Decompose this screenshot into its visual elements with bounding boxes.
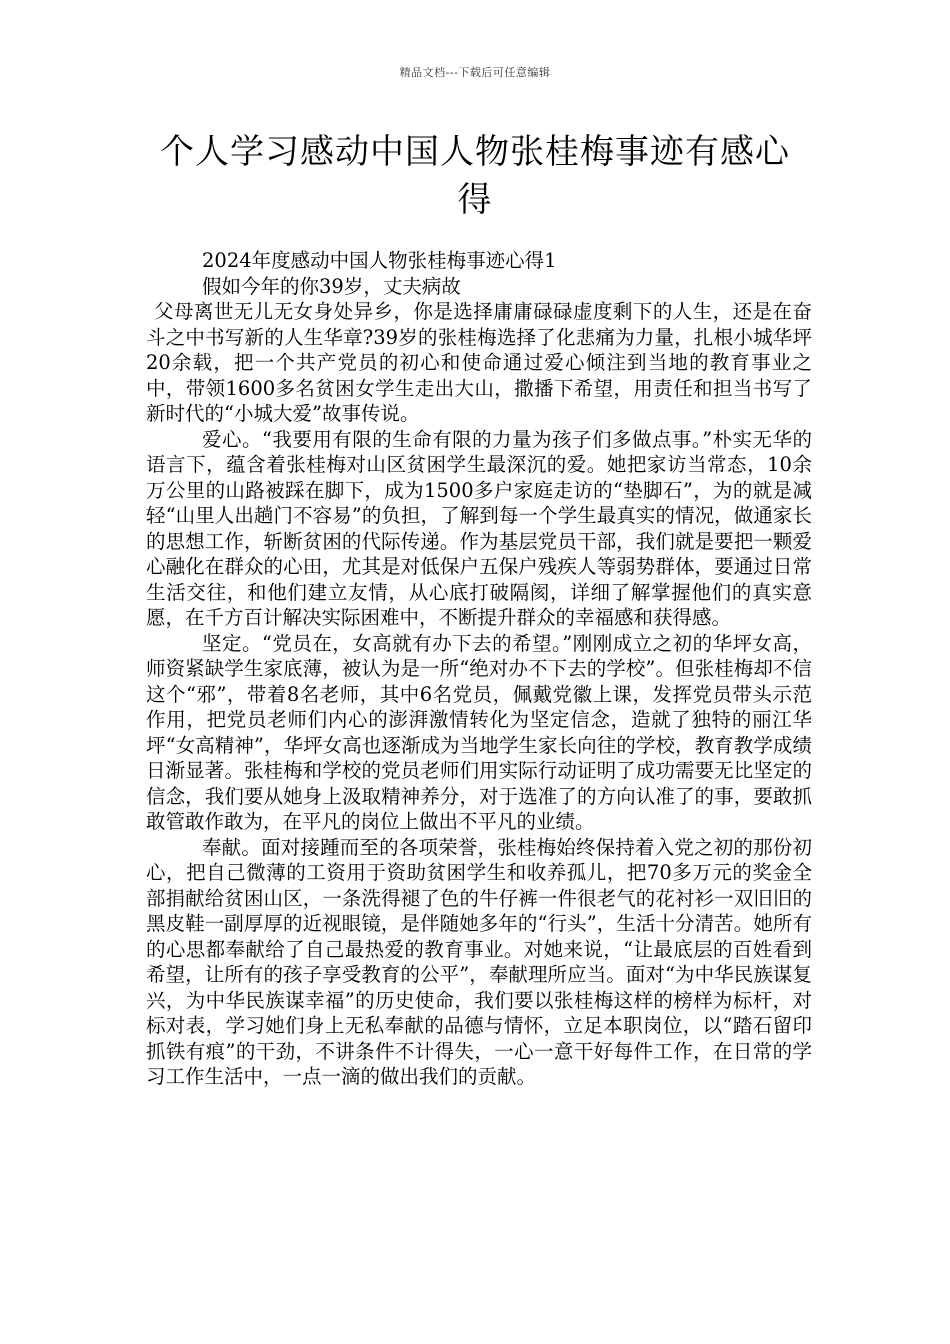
subtitle-paragraph: 2024年度感动中国人物张桂梅事迹心得1 [202,249,557,272]
paragraph-firmness: 坚定。“党员在，女高就有办下去的希望。”刚刚成立之初的华坪女高，师资紧缺学生家底薄，被认为是一所“绝对办不下去的学校”。但张桂梅却不信这个“邪”，带着8名老师，其中6名党员，佩戴党徽上课，发挥党员带头示范作用，把党员老师们内心的澎湃激情转化为坚定信念，造就了独特的丽江华坪“女高精神”，华坪女高也逐渐成为当地学生家长向往的学校，教育教学成绩日渐显著。张桂梅和学校的党员老师们用实际行动证明了成功需要无比坚定的信念，我们要从她身上汲取精神养分，对于选准了的方向认准了的事，要敢抓敢管敢作敢为，在平凡的岗位上做出不平凡的业绩。 [146,631,812,833]
document-title: 个人学习感动中国人物张桂梅事迹有感心得 [160,132,790,220]
paragraph-dedication: 奉献。面对接踵而至的各项荣誉，张桂梅始终保持着入党之初的那份初心，把自己微薄的工资用于资助贫困学生和收养孤儿，把70多万元的奖金全部捐献给贫困山区，一条洗得褪了色的牛仔裤一件很老气的花衬衫一双旧旧的黑皮鞋一副厚厚的近视眼镜，是伴随她多年的“行头”，生活十分清苦。她所有的心思都奉献给了自己最热爱的教育事业。对她来说，“让最底层的百姓看到希望，让所有的孩子享受教育的公平”，奉献理所应当。面对“为中华民族谋复兴，为中华民族谋幸福”的历史使命，我们要以张桂梅这样的榜样为标杆，对标对表，学习她们身上无私奉献的品德与情怀，立足本职岗位，以“踏石留印抓铁有痕”的干劲，不讲条件不计得失，一心一意干好每件工作，在日常的学习工作生活中，一点一滴的做出我们的贡献。 [146,835,812,1088]
paragraph-love: 爱心。“我要用有限的生命有限的力量为孩子们多做点事。”朴实无华的语言下，蕴含着张桂梅对山区贫困学生最深沉的爱。她把家访当常态，10余万公里的山路被踩在脚下，成为1500多户家庭走访的“垫脚石”，为的就是减轻“山里人出趟门不容易”的负担，了解到每一个学生最真实的情况，做通家长的思想工作，斩断贫困的代际传递。作为基层党员干部，我们就是要把一颗爱心融化在群众的心田，尤其是对低保户五保户残疾人等弱势群体，要通过日常生活交往，和他们建立友情，从心底打破隔阂，详细了解掌握他们的真实意愿，在千方百计解决实际困难中，不断提升群众的幸福感和获得感。 [146,427,812,629]
document-body [146,248,812,1090]
intro-paragraph: 假如今年的你39岁，丈夫病故 [202,274,461,298]
header-note: 精品文档---下载后可任意编辑 [399,66,551,79]
paragraph-background: 父母离世无儿无女身处异乡，你是选择庸庸碌碌虚度剩下的人生，还是在奋斗之中书写新的人生华章?39岁的张桂梅选择了化悲痛为力量，扎根小城华坪20余载，把一个共产党员的初心和使命通过爱心倾注到当地的教育事业之中，带领1600多名贫困女学生走出大山，撒播下希望，用责任和担当书写了新时代的“小城大爱”故事传说。 [146,300,812,425]
